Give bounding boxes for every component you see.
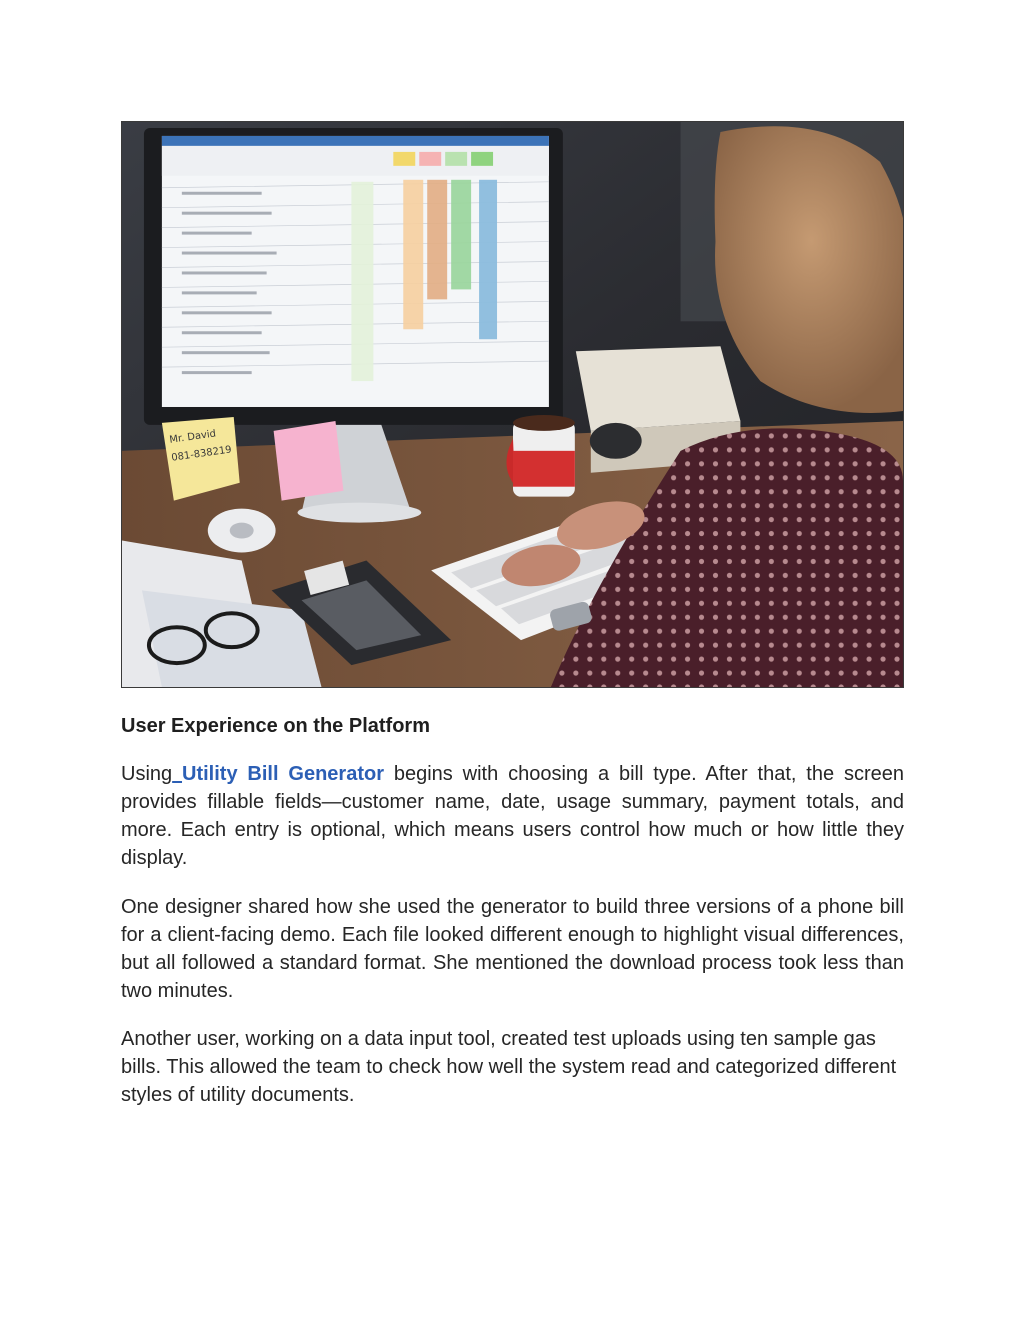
sticky-note-text-1: Mr. David [168,428,217,446]
paragraph-intro-start: Using [121,763,173,785]
section-heading: User Experience on the Platform [121,715,430,737]
office-photo [121,121,904,688]
paragraph-intro [121,760,904,872]
sticky-note-pink [274,421,344,501]
paragraph-intro-rest: begins with choosing a bill type. After that, the screen provides fillable fields—customer name, date, usage summary, payment totals, and more. Each entry is optional, which means users control how much or how little they display. [121,763,904,869]
sticky-note-text-2: 081-838219 [170,444,233,464]
paragraph-designer-story: One designer shared how she used the generator to build three versions of a phone bill for a client-facing demo. Each file looked different enough to highlight visual differences, but all followed a standard format. She mentioned the download process took less than two minutes. [121,896,904,1002]
utility-bill-generator-link[interactable]: Utility Bill Generator [182,763,384,785]
paragraph-data-tool-story: Another user, working on a data input tool, created test uploads using ten sample gas bills. This allowed the team to check how well the system read and categorized different styles of utility documents. [121,1028,897,1106]
